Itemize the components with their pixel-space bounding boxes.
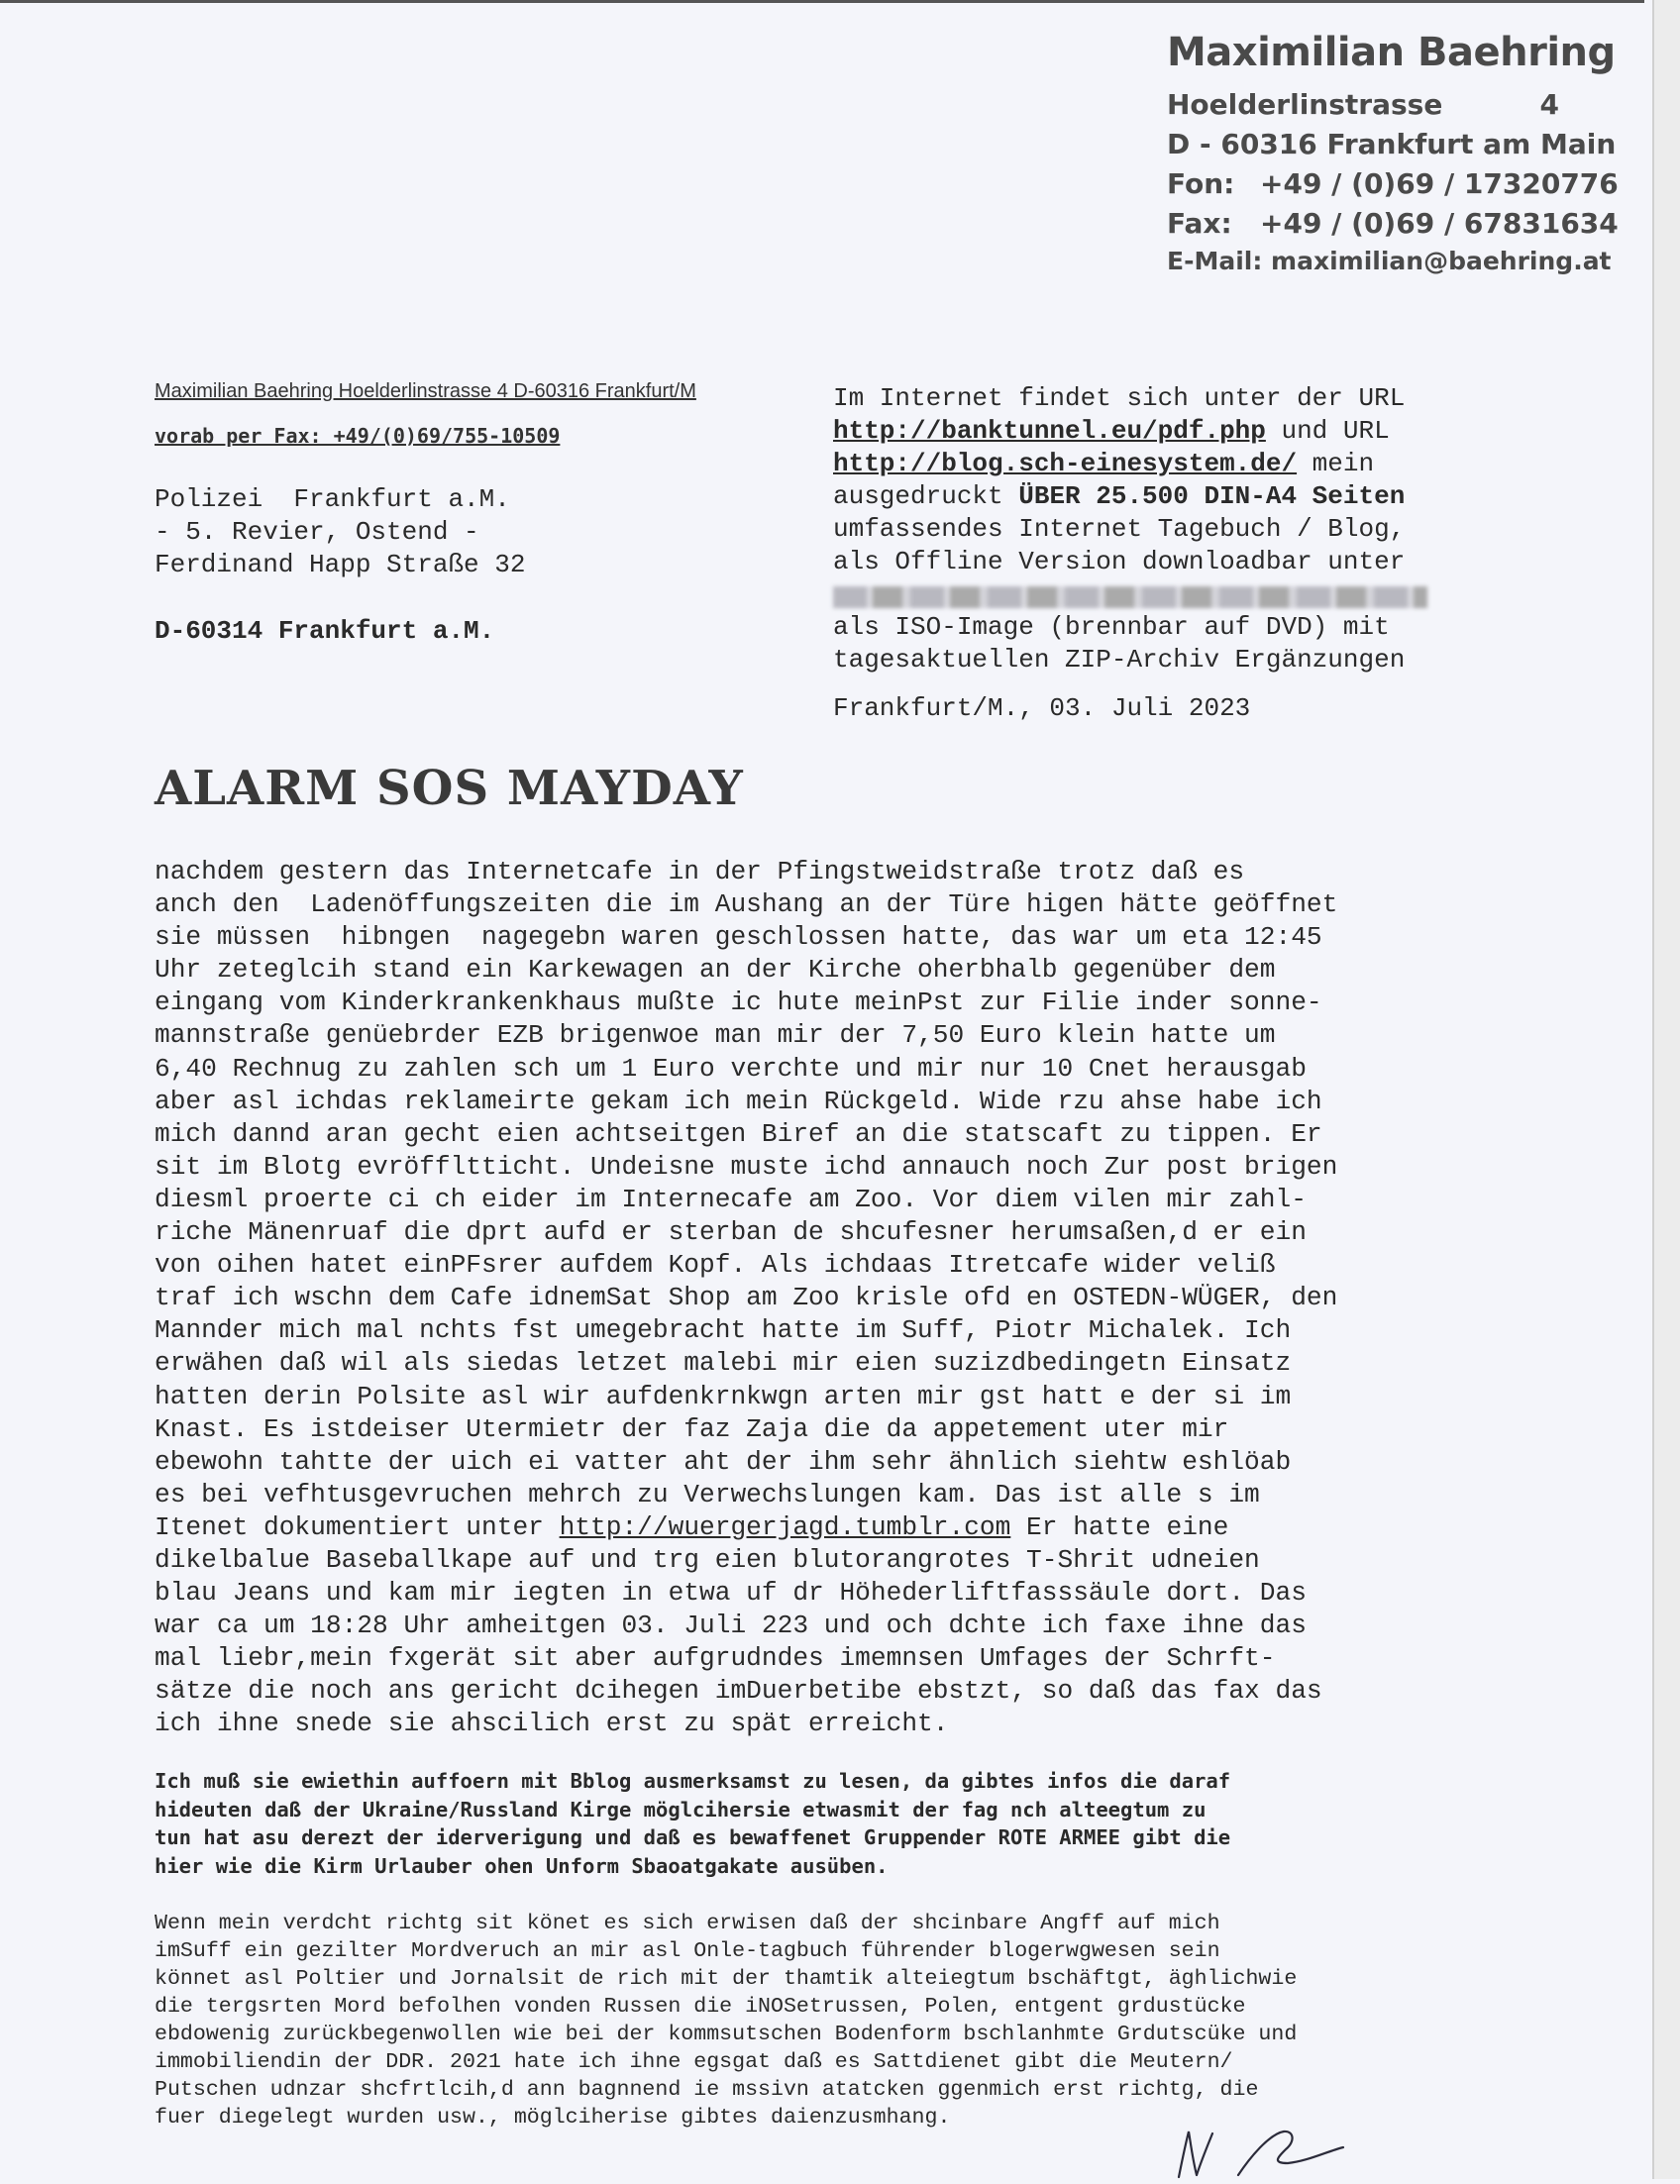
recipient-address: Polizei Frankfurt a.M. - 5. Revier, Ostend - Ferdinand Happ Straße 32 [155, 484, 526, 579]
info-line [833, 480, 1507, 513]
small-paragraph: Wenn mein verdcht richtg sit könet es sich erwisen daß der shcinbare Angff auf mich imSuff ein gezilter Mordveruch an mir asl Onle-tagbuch führender blogerwgwesen sein könnet asl Poltier und Jornalsit de rich mit der thamtik alteiegtum bschäftgt, äghlichwie die tergsrten Mord befolhen vonden Russen die iNOSetrussen, Polen, entgent grdustücke ebdowenig zurückbegenwollen wie bei der kommsutschen Bodenform bschlanhmte Grdutscüke und immobiliendin der DDR. 2021 hate ich ihne egsgat daß es Sattdienet gibt die Meutern/ Putschen udnzar shcfrtlcih,d ann bagnnend ie mssivn atatcken ggenmich erst richtg, die fuer diegelegt wurden usw., möglciherise gibtes daienzusmhang. [155, 1912, 1298, 2130]
body-link[interactable]: http://wuergerjagd.tumblr.com [559, 1511, 1011, 1542]
info-text: mein [1297, 449, 1375, 478]
fax-note: vorab per Fax: +49/(0)69/755-10509 [155, 424, 561, 448]
info-line [833, 578, 1507, 611]
info-line [833, 448, 1507, 480]
recipient-city: D-60314 Frankfurt a.M. [155, 616, 495, 646]
sender-street: Hoelderlinstrasse [1167, 88, 1443, 121]
info-text: und URL [1265, 416, 1390, 446]
sender-phone [1167, 164, 1619, 204]
handwritten-signature [1169, 2118, 1407, 2184]
headline: ALARM SOS MAYDAY [155, 761, 744, 816]
sender-city: D - 60316 Frankfurt am Main [1167, 128, 1617, 160]
body-part: nachdem gestern das Internetcafe in der Pfingstweidstraße trotz daß es anch den Ladenöffungszeiten die im Aushang an der Türe higen hätte geöffnet sie müssen hibngen nagegebn waren geschlossen hatte, das war um eta 12:45 Uhr zeteglcih stand ein Karkewagen an der Kirche oherbhalb gegenüber dem eingang vom Kinderkrankenkhaus mußte ic hute meinPst zur Filie inder sonne- mannstraße genüebrder EZB brigenwoe man mir der 7,50 Euro klein hatte um 6,40 Rechnug zu zahlen sch um 1 Euro verchte und mir nur 10 Cnet herausgab aber asl ichdas reklameirte gekam ich mein Rückgeld. Wide rzu ahse habe ich mich dannd aran gecht eien achtseitgen Biref an die statscaft zu tippen. Er sit im Blotg evröffltticht. Undeisne muste ichd annauch noch Zur post brigen diesml proerte ci ch eider im Internecafe am Zoo. Vor diem vilen mir zahl- riche Mänenruaf die dprt aufd er sterban de shcufesner herumsaßen,d er ein von oihen hatet einPFsrer aufdem Kopf. Als ichdaas Itretcafe wider veliß traf ich wschn dem Cafe idnemSat Shop am Zoo krisle ofd en OSTEDN-WÜGER, den Mannder mich mal nchts fst umegebracht hatte im Suff, Piotr Michalek. Ich erwähen daß wil als siedas letzet malebi mir eien suzizdbedingetn Einsatz hatten derin Polsite asl wir aufdenkrnkwgn arten mir gst hatt e der si im Knast. Es istdeiser Utermietr der faz Zaja die da appetement uter mir ebewohn tahtte der uich ei vatter aht der ihm sehr ähnlich siehtw eshlöab es bei vefhtusgevruchen mehrch zu Verwechslungen kam. Das ist alle s im Itenet dokumentiert unter [155, 857, 1338, 1542]
phone-label: Fon: [1167, 167, 1235, 200]
info-line: Im Internet findet sich unter der URL [833, 383, 1406, 413]
body-part: Er hatte eine dikelbalue Baseballkape auf und trg eien blutorangrotes T-Shrit udneien blau Jeans und kam mir iegten in etwa uf dr Höhederliftfasssäule dort. Das war ca um 18:28 Uhr amheitgen 03. Juli 223 und och dchte ich faxe ihne das mal liebr,mein fxgerät sit aber aufgrudndes imemnsen Umfages der Schrft- sätze die noch ans gericht dcihegen imDuerbetibe ebstzt, so daß das fax das ich ihne snede sie ahscilich erst zu spät erreicht. [155, 1511, 1322, 1739]
sender-street-row [1167, 85, 1559, 125]
redacted-url [833, 586, 1427, 608]
info-line: als ISO-Image (brennbar auf DVD) mit [833, 612, 1390, 642]
bold-paragraph: Ich muß sie ewiethin auffoern mit Bblog ausmerksamst zu lesen, da gibtes infos die daraf hideuten daß der Ukraine/Russland Kirge möglcihersie etwasmit der fag nch alteegtum zu tun hat asu derezt der iderverigung und daß es bewaffenet Gruppender ROTE ARMEE gibt die hier wie die Kirm Urlauber ohen Unform Sbaoatgakate ausüben. [155, 1769, 1231, 1878]
body-text [155, 856, 1482, 1741]
info-line [833, 415, 1507, 448]
letter-date: Frankfurt/M., 03. Juli 2023 [833, 693, 1251, 723]
page-edge-right [1652, 0, 1680, 2179]
fax-number: +49 / (0)69 / 67831634 [1260, 207, 1619, 240]
info-line: umfassendes Internet Tagebuch / Blog, [833, 514, 1406, 544]
info-line: als Offline Version downloadbar unter [833, 547, 1406, 576]
sender-fax [1167, 204, 1619, 244]
info-block [833, 382, 1507, 676]
info-text: ausgedruckt [833, 481, 1019, 511]
letterhead [1167, 30, 1619, 279]
phone-number: +49 / (0)69 / 17320776 [1260, 167, 1619, 200]
info-highlight: ÜBER 25.500 DIN-A4 Seiten [1018, 481, 1406, 511]
url-link[interactable]: http://banktunnel.eu/pdf.php [833, 416, 1266, 446]
sender-name: Maximilian Baehring [1167, 30, 1616, 75]
page-edge [0, 0, 1644, 9]
sender-house-number: 4 [1539, 88, 1559, 121]
url-link[interactable]: http://blog.sch-einesystem.de/ [833, 449, 1298, 478]
info-line: tagesaktuellen ZIP-Archiv Ergänzungen [833, 645, 1406, 675]
return-address: Maximilian Baehring Hoelderlinstrasse 4 D-60316 Frankfurt/M [155, 380, 696, 402]
fax-label: Fax: [1167, 207, 1232, 240]
sender-email: E-Mail: maximilian@baehring.at [1167, 247, 1612, 275]
